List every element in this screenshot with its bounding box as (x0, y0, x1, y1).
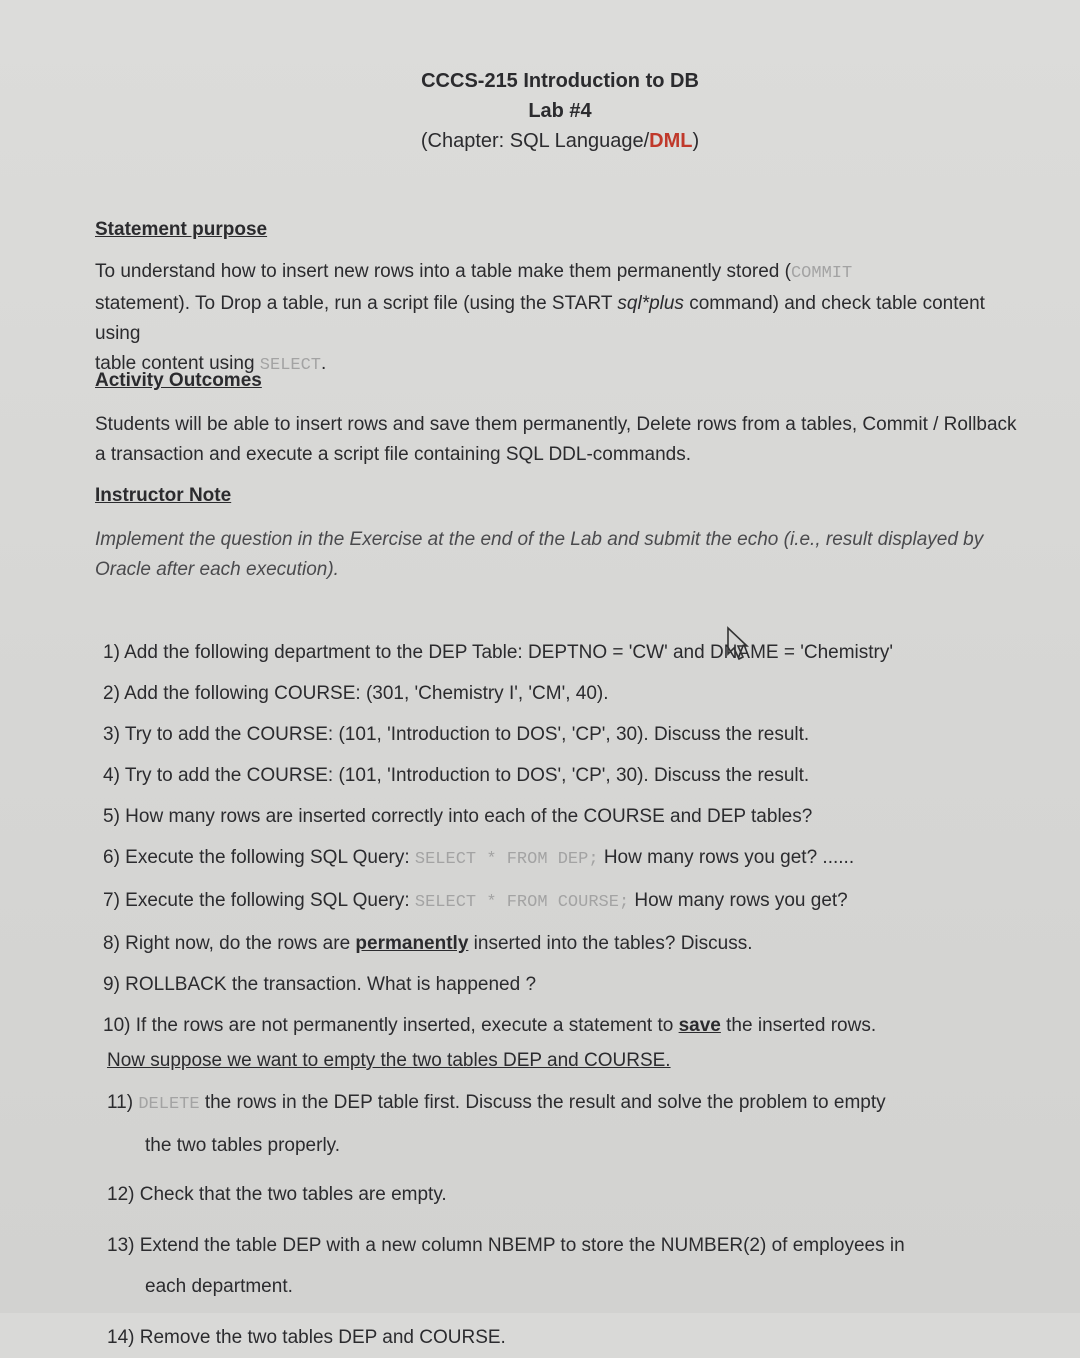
note-section (95, 481, 1028, 585)
exercise-item: 3) Try to add the COURSE: (101, 'Introduction to DOS', 'CP', 30). Discuss the result. (103, 724, 810, 745)
exercise-item: 2) Add the following COURSE: (301, 'Chemistry I', 'CM', 40). (103, 683, 609, 704)
exercise-item (103, 923, 1028, 964)
exercise-item: 5) How many rows are inserted correctly into each of the COURSE and DEP tables? (103, 806, 813, 827)
q11-continued: the two tables properly. (145, 1135, 341, 1156)
q8-text: 8) Right now, do the rows are (103, 933, 356, 954)
q6-suffix: How many rows you get? ...... (598, 847, 855, 868)
exercise-list-continued (107, 1046, 1028, 1358)
q7-suffix: How many rows you get? (629, 890, 848, 911)
purpose-section (95, 215, 1028, 381)
q10-text: 10) If the rows are not permanently inserted, execute a statement to (103, 1015, 679, 1036)
q11-num: 11) (107, 1092, 139, 1113)
exercise-item: 4) Try to add the COURSE: (101, 'Introduction to DOS', 'CP', 30). Discuss the result. (103, 765, 810, 786)
exercise-item: 9) ROLLBACK the transaction. What is happened ? (103, 974, 537, 995)
q6-code: SELECT * FROM DEP; (414, 850, 599, 869)
q7-code: SELECT * FROM COURSE; (414, 893, 630, 912)
chapter-line (0, 126, 1080, 156)
purpose-period: . (321, 353, 327, 374)
note-heading: Instructor Note (95, 485, 232, 506)
chapter-prefix: (Chapter: SQL Language/ (420, 130, 650, 152)
exercise-item (107, 1082, 1028, 1166)
mouse-pointer-icon (726, 626, 752, 662)
purpose-t2: statement). To Drop a table, run a script file (using the START (95, 293, 618, 314)
q7-text: 7) Execute the following SQL Query: (103, 890, 415, 911)
q8-suffix: inserted into the tables? Discuss. (468, 933, 753, 954)
exercise-item (103, 1005, 1028, 1046)
purpose-text (95, 257, 1028, 381)
note-text: Implement the question in the Exercise at the end of the Lab and submit the echo (i.e., result displayed by Oracle after each execution). (95, 529, 984, 580)
exercise-item (107, 1225, 1028, 1307)
outcomes-section (95, 366, 1028, 470)
outcomes-text: Students will be able to insert rows and save them permanently, Delete rows from a tables, Commit / Rollback a transaction and execute a script file containing SQL DDL-commands. (95, 414, 1017, 465)
exercise-item: 12) Check that the two tables are empty. (107, 1184, 447, 1205)
q10-suffix: the inserted rows. (720, 1015, 877, 1036)
chapter-dml: DML (649, 130, 693, 152)
sqlplus-term: sql*plus (617, 293, 684, 314)
purpose-heading: Statement purpose (95, 219, 268, 240)
q11-text: the rows in the DEP table first. Discuss the result and solve the problem to empty (199, 1092, 886, 1113)
q6-text: 6) Execute the following SQL Query: (103, 847, 415, 868)
q10-emphasis: save (678, 1015, 721, 1036)
exercise-list (103, 632, 1028, 1046)
exercise-item (103, 880, 1028, 923)
lab-number: Lab #4 (528, 100, 592, 122)
exercise-item: 1) Add the following department to the DEP Table: DEPTNO = 'CW' and DNAME = 'Chemistry' (103, 642, 893, 663)
chapter-suffix: ) (692, 130, 700, 152)
q13-text: 13) Extend the table DEP with a new column NBEMP to store the NUMBER(2) of employees in (107, 1235, 905, 1256)
course-title: CCCS-215 Introduction to DB (421, 70, 699, 92)
commit-code: COMMIT (790, 264, 853, 283)
purpose-t5: table content using (95, 353, 260, 374)
q13-continued: each department. (145, 1276, 293, 1297)
purpose-t1: To understand how to insert new rows into a table make them permanently stored ( (95, 261, 791, 282)
q11-code: DELETE (138, 1095, 200, 1114)
exercise-item: 14) Remove the two tables DEP and COURSE. (107, 1327, 506, 1348)
outcomes-heading: Activity Outcomes (95, 370, 262, 391)
exercise-item (103, 837, 1028, 880)
purpose-t3: command) and check table content using (95, 293, 985, 344)
document-header (0, 66, 1080, 156)
q8-emphasis: permanently (355, 933, 469, 954)
select-code: SELECT (259, 356, 322, 375)
suppose-line: Now suppose we want to empty the two tables DEP and COURSE. (107, 1050, 671, 1071)
